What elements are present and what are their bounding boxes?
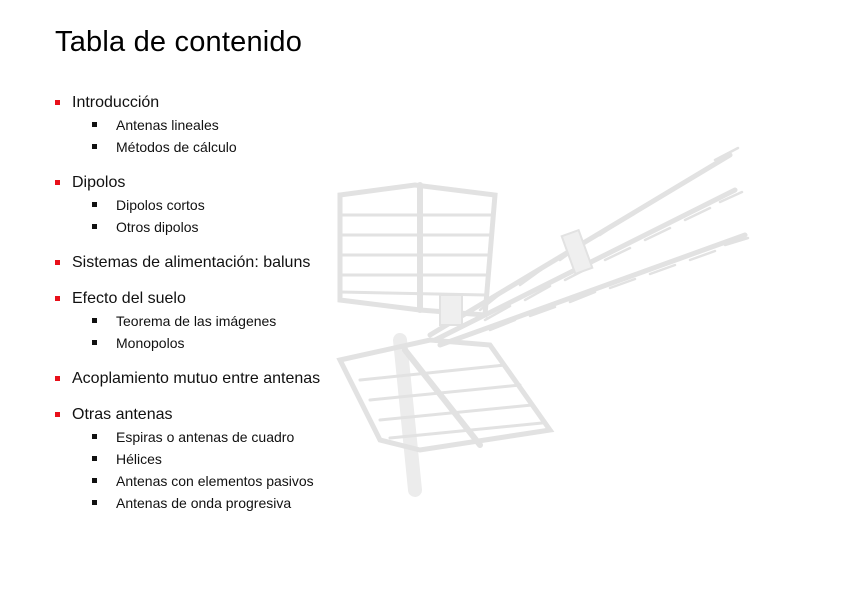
square-bullet-icon [92, 478, 97, 483]
toc-subitem [54, 114, 474, 136]
toc-subitem [54, 332, 474, 354]
square-bullet-icon [92, 340, 97, 345]
toc-section-label: Acoplamiento mutuo entre antenas [72, 370, 321, 387]
toc-subitem [54, 426, 474, 448]
square-bullet-icon [92, 144, 97, 149]
red-square-bullet-icon [55, 376, 60, 381]
toc-section [54, 92, 474, 114]
square-bullet-icon [92, 224, 97, 229]
square-bullet-icon [92, 318, 97, 323]
toc-subitem [54, 194, 474, 216]
toc-subitem-label: Antenas con elementos pasivos [116, 473, 314, 489]
red-square-bullet-icon [55, 296, 60, 301]
toc-section-label: Efecto del suelo [72, 290, 186, 307]
toc-subitem-label: Espiras o antenas de cuadro [116, 429, 295, 445]
toc-section [54, 368, 474, 390]
toc-section [54, 404, 474, 426]
toc-section-label: Sistemas de alimentación: baluns [72, 254, 311, 271]
toc-subitem-label: Otros dipolos [116, 219, 199, 235]
red-square-bullet-icon [55, 412, 60, 417]
toc-section-label: Introducción [72, 94, 160, 111]
toc-subitem [54, 216, 474, 238]
toc-section [54, 252, 474, 274]
toc-subitem-label: Antenas de onda progresiva [116, 495, 292, 511]
toc-subitem-label: Antenas lineales [116, 117, 219, 133]
square-bullet-icon [92, 500, 97, 505]
toc-subitem-label: Hélices [116, 451, 162, 467]
red-square-bullet-icon [55, 180, 60, 185]
toc-subitem [54, 136, 474, 158]
toc-section-label: Dipolos [72, 174, 126, 191]
square-bullet-icon [92, 456, 97, 461]
toc-subitem [54, 470, 474, 492]
table-of-contents [54, 92, 474, 514]
toc-section [54, 172, 474, 194]
toc-subitem-label: Monopolos [116, 335, 185, 351]
toc-subitem [54, 492, 474, 514]
toc-section-label: Otras antenas [72, 406, 173, 423]
square-bullet-icon [92, 202, 97, 207]
toc-subitem-label: Dipolos cortos [116, 197, 205, 213]
toc-section [54, 288, 474, 310]
toc-subitem [54, 310, 474, 332]
red-square-bullet-icon [55, 260, 60, 265]
red-square-bullet-icon [55, 100, 60, 105]
square-bullet-icon [92, 434, 97, 439]
square-bullet-icon [92, 122, 97, 127]
toc-subitem-label: Métodos de cálculo [116, 139, 237, 155]
toc-subitem [54, 448, 474, 470]
toc-subitem-label: Teorema de las imágenes [116, 313, 277, 329]
slide-title: Tabla de contenido [55, 26, 303, 58]
